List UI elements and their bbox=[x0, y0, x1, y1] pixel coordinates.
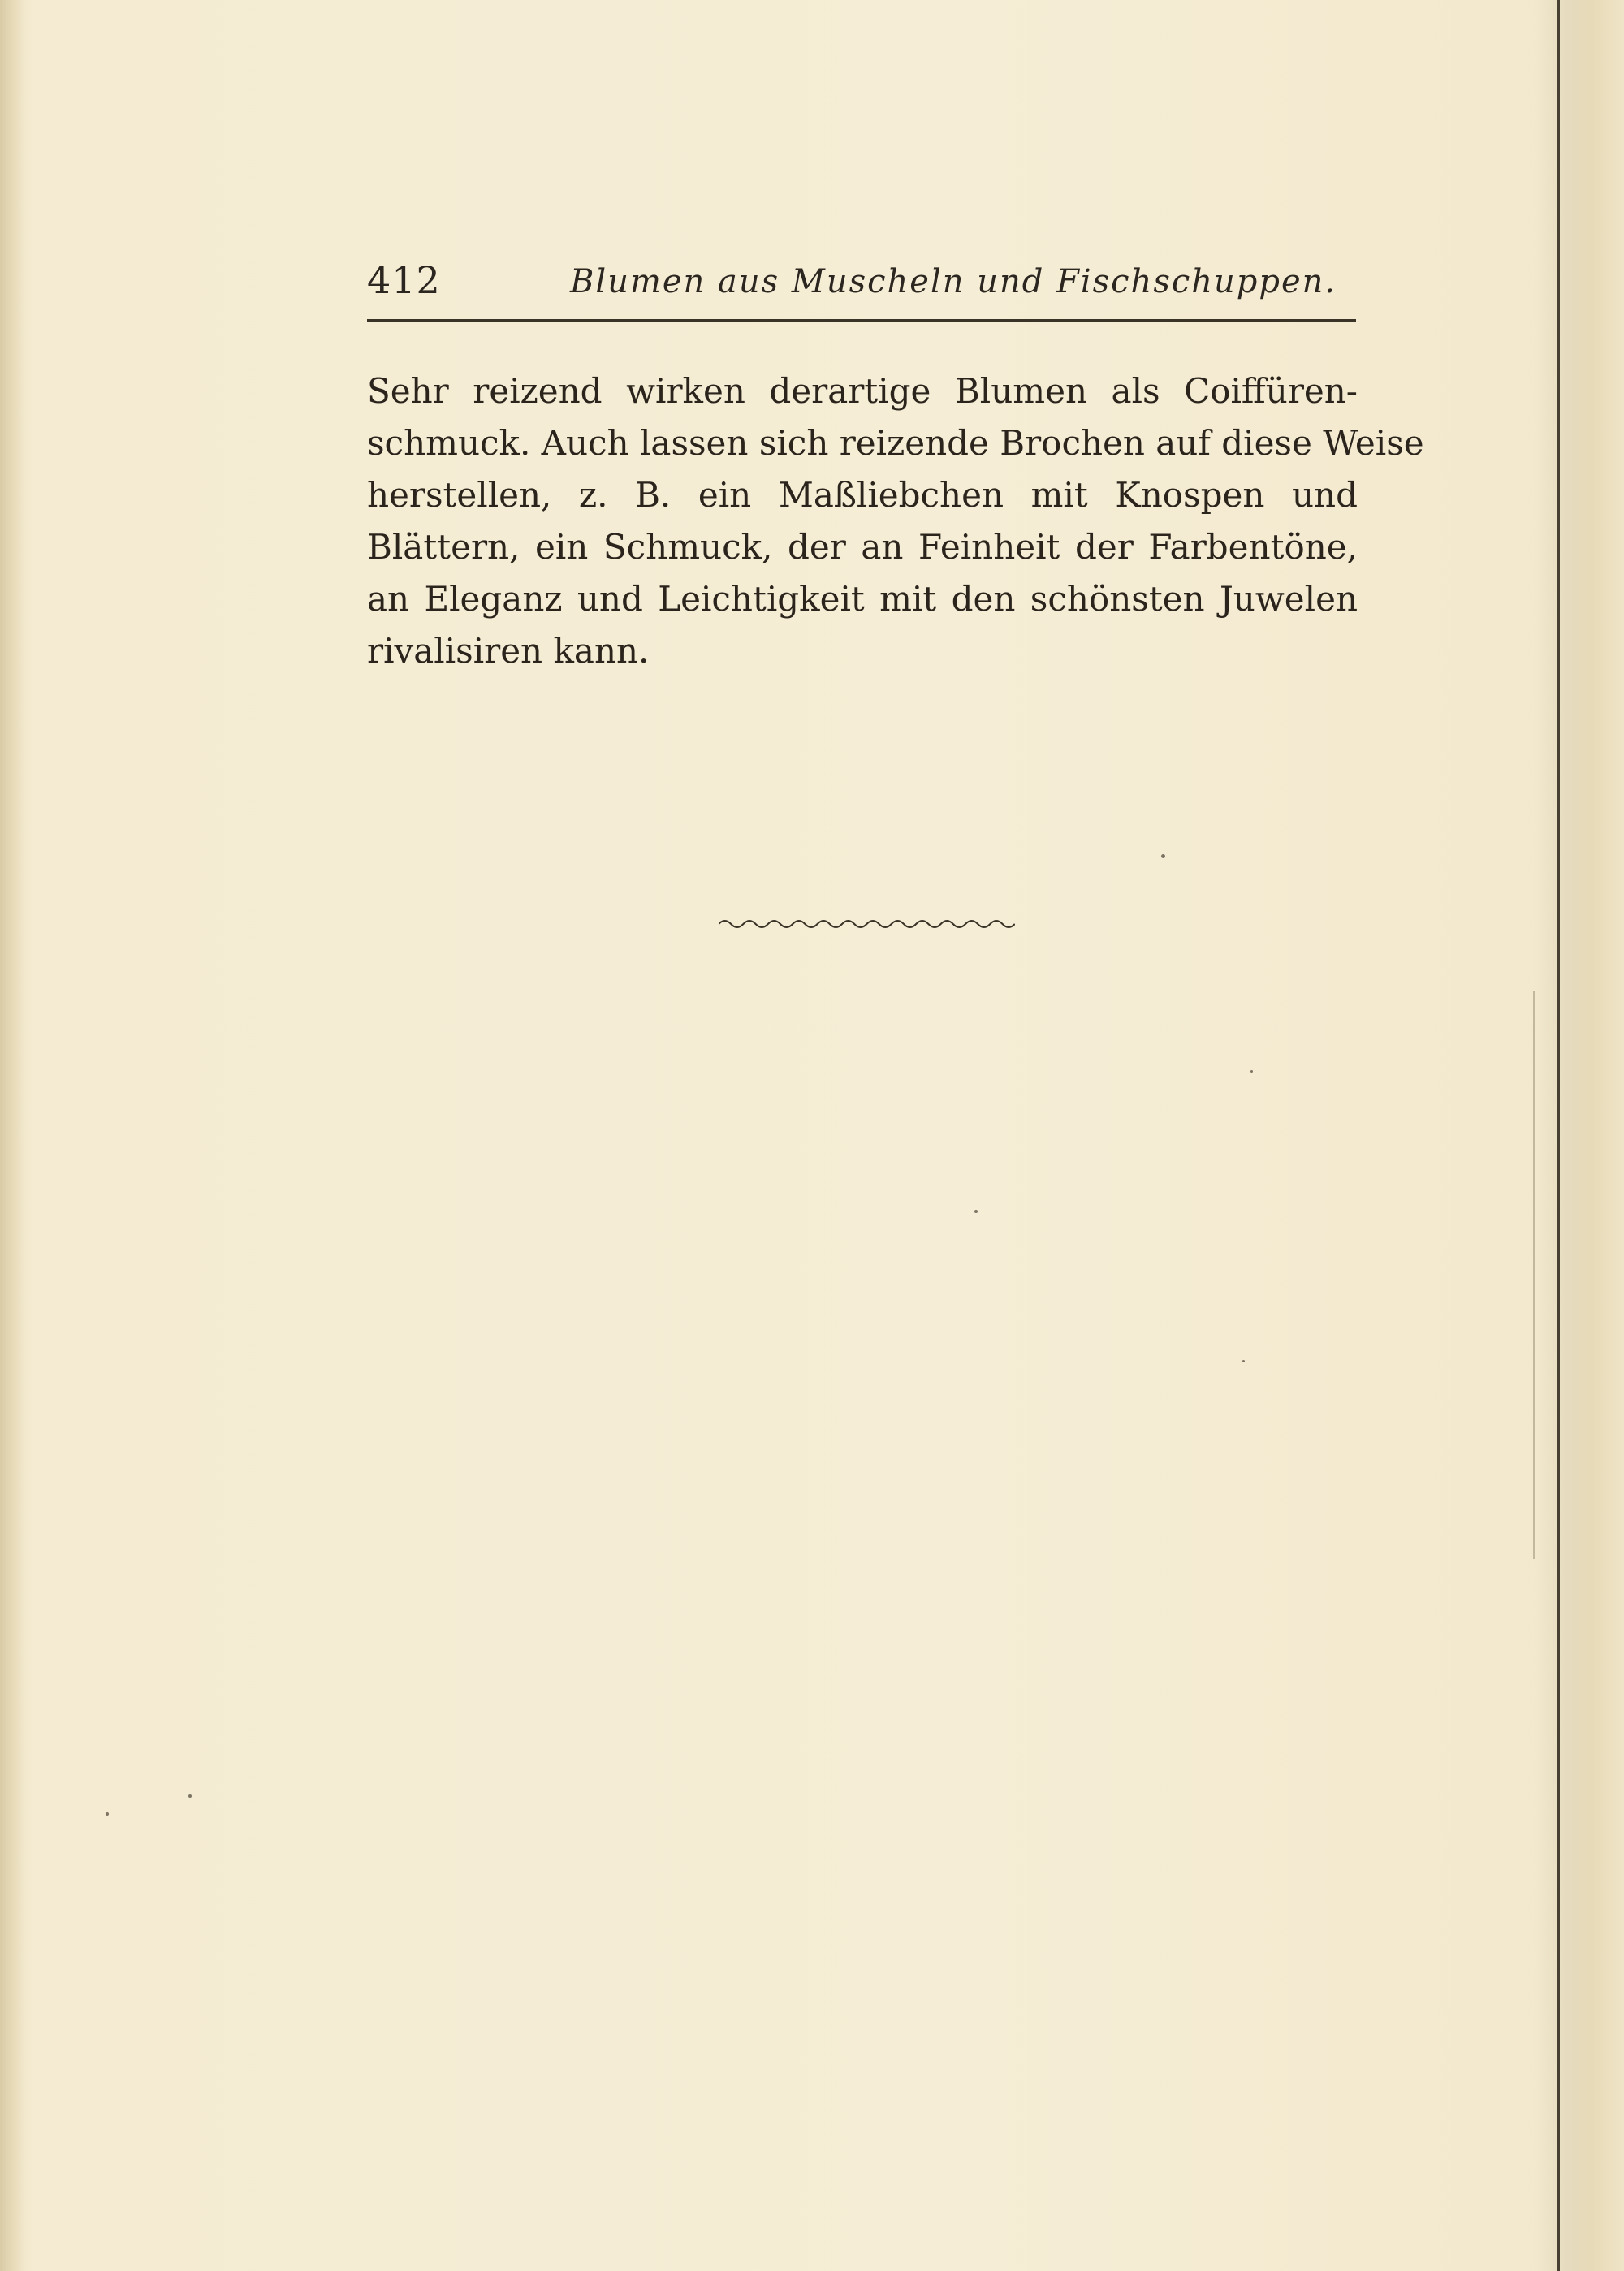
paper-speck bbox=[1161, 854, 1165, 858]
text-line: an Eleganz und Leichtigkeit mit den schönsten Juwelen bbox=[367, 579, 1358, 619]
text-line: herstellen, z. B. ein Maßliebchen mit Knospen und bbox=[367, 475, 1358, 515]
page-header bbox=[367, 258, 1356, 307]
paper-speck bbox=[1242, 1360, 1245, 1362]
page-edge-mark bbox=[1533, 991, 1535, 1559]
text-line: Sehr reizend wirken derartige Blumen als Coiffüren- bbox=[367, 371, 1358, 411]
page-number: 412 bbox=[367, 258, 441, 302]
text-line: schmuck. Auch lassen sich reizende Brochen auf diese Weise bbox=[367, 423, 1424, 463]
running-title: Blumen aus Muscheln und Fischschuppen. bbox=[570, 263, 1337, 300]
text-line: rivalisiren kann. bbox=[367, 631, 650, 671]
body-paragraph bbox=[367, 365, 1424, 677]
paper-speck bbox=[188, 1794, 192, 1798]
text-line: Blättern, ein Schmuck, der an Feinheit der Farbentöne, bbox=[367, 527, 1358, 567]
paper-speck bbox=[106, 1812, 109, 1816]
page-edge-line bbox=[1557, 0, 1560, 2271]
header-rule bbox=[367, 319, 1356, 322]
paper-speck bbox=[1250, 1070, 1253, 1073]
page-edge-shadow bbox=[1535, 0, 1624, 2271]
wavy-line-ornament-icon bbox=[719, 916, 1015, 932]
binding-edge bbox=[0, 0, 24, 2271]
paper-speck bbox=[974, 1210, 978, 1213]
